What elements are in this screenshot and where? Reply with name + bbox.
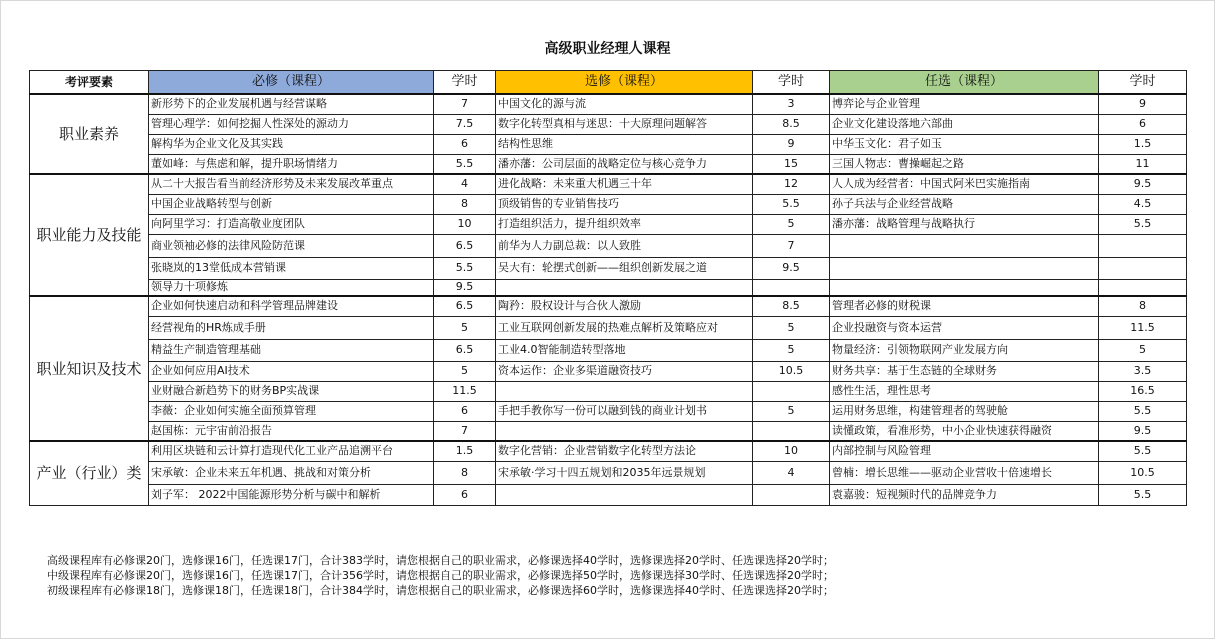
required-hours-cell: 1.5 xyxy=(434,441,496,461)
optional-hours-cell: 6 xyxy=(1099,114,1187,134)
required-hours-cell: 6.5 xyxy=(434,296,496,316)
elective-course-cell: 资本运作：企业多渠道融资技巧 xyxy=(496,361,753,381)
table-row xyxy=(30,441,1187,461)
table-row xyxy=(30,461,1187,484)
table-row xyxy=(30,134,1187,154)
elective-hours-cell: 4 xyxy=(753,461,830,484)
elective-hours-cell: 3 xyxy=(753,94,830,114)
optional-course-cell xyxy=(830,257,1099,279)
table-row xyxy=(30,154,1187,174)
optional-course-cell: 三国人物志：曹操崛起之路 xyxy=(830,154,1099,174)
elective-course-cell xyxy=(496,484,753,505)
header-row xyxy=(30,71,1187,95)
required-course-cell: 商业领袖必修的法律风险防范课 xyxy=(149,234,434,257)
header-required: 必修（课程） xyxy=(149,71,434,95)
optional-course-cell: 物量经济：引领物联网产业发展方向 xyxy=(830,339,1099,361)
elective-course-cell: 结构性思维 xyxy=(496,134,753,154)
notes xyxy=(47,553,834,598)
optional-hours-cell: 8 xyxy=(1099,296,1187,316)
elective-course-cell: 进化战略：未来重大机遇三十年 xyxy=(496,174,753,194)
required-course-cell: 赵国栋：元宇宙前沿报告 xyxy=(149,421,434,441)
elective-hours-cell: 5.5 xyxy=(753,194,830,214)
required-course-cell: 精益生产制造管理基础 xyxy=(149,339,434,361)
optional-hours-cell: 10.5 xyxy=(1099,461,1187,484)
elective-course-cell: 打造组织活力，提升组织效率 xyxy=(496,214,753,234)
optional-hours-cell: 16.5 xyxy=(1099,381,1187,401)
required-hours-cell: 5.5 xyxy=(434,257,496,279)
elective-hours-cell: 5 xyxy=(753,214,830,234)
optional-hours-cell: 1.5 xyxy=(1099,134,1187,154)
optional-course-cell: 感性生活，理性思考 xyxy=(830,381,1099,401)
required-course-cell: 李薇：企业如何实施全面预算管理 xyxy=(149,401,434,421)
table-row xyxy=(30,174,1187,194)
elective-course-cell: 中国文化的源与流 xyxy=(496,94,753,114)
elective-course-cell xyxy=(496,421,753,441)
required-hours-cell: 5 xyxy=(434,316,496,339)
required-hours-cell: 8 xyxy=(434,461,496,484)
required-course-cell: 向阿里学习：打造高敬业度团队 xyxy=(149,214,434,234)
optional-course-cell: 潘亦藩：战略管理与战略执行 xyxy=(830,214,1099,234)
elective-course-cell: 工业互联网创新发展的热难点解析及策略应对 xyxy=(496,316,753,339)
optional-hours-cell: 5.5 xyxy=(1099,214,1187,234)
elective-course-cell: 数字化营销：企业营销数字化转型方法论 xyxy=(496,441,753,461)
required-hours-cell: 6 xyxy=(434,134,496,154)
course-table xyxy=(29,70,1187,506)
elective-hours-cell: 15 xyxy=(753,154,830,174)
elective-hours-cell: 10.5 xyxy=(753,361,830,381)
optional-course-cell: 中华玉文化：君子如玉 xyxy=(830,134,1099,154)
elective-course-cell: 顶级销售的专业销售技巧 xyxy=(496,194,753,214)
table-row xyxy=(30,214,1187,234)
optional-course-cell xyxy=(830,234,1099,257)
required-hours-cell: 9.5 xyxy=(434,279,496,296)
required-hours-cell: 6.5 xyxy=(434,234,496,257)
table-row xyxy=(30,401,1187,421)
required-course-cell: 企业如何应用AI技术 xyxy=(149,361,434,381)
required-hours-cell: 8 xyxy=(434,194,496,214)
elective-course-cell: 数字化转型真相与迷思：十大原理问题解答 xyxy=(496,114,753,134)
table-row xyxy=(30,484,1187,505)
header-hours-required: 学时 xyxy=(434,71,496,95)
elective-course-cell: 手把手教你写一份可以融到钱的商业计划书 xyxy=(496,401,753,421)
required-hours-cell: 6.5 xyxy=(434,339,496,361)
required-course-cell: 新形势下的企业发展机遇与经营谋略 xyxy=(149,94,434,114)
required-course-cell: 从二十大报告看当前经济形势及未来发展改革重点 xyxy=(149,174,434,194)
optional-course-cell: 曾楠：增长思维——驱动企业营收十倍速增长 xyxy=(830,461,1099,484)
optional-course-cell: 人人成为经营者：中国式阿米巴实施指南 xyxy=(830,174,1099,194)
elective-course-cell xyxy=(496,381,753,401)
optional-hours-cell: 11 xyxy=(1099,154,1187,174)
elective-hours-cell: 9.5 xyxy=(753,257,830,279)
optional-hours-cell: 4.5 xyxy=(1099,194,1187,214)
page-title: 高级职业经理人课程 xyxy=(544,41,671,57)
table-row xyxy=(30,234,1187,257)
header-factor: 考评要素 xyxy=(30,71,149,95)
required-hours-cell: 5 xyxy=(434,361,496,381)
elective-hours-cell: 5 xyxy=(753,316,830,339)
table-row xyxy=(30,339,1187,361)
elective-course-cell: 宋承敏·学习十四五规划和2035年远景规划 xyxy=(496,461,753,484)
table-row xyxy=(30,296,1187,316)
table-row xyxy=(30,279,1187,296)
table-row xyxy=(30,114,1187,134)
note-junior: 初级课程库有必修课18门，选修课18门，任选课18门，合计384学时，请您根据自己的职业需求，必修课选择60学时，选修课选择40学时、任选课选择20学时； xyxy=(47,584,834,597)
optional-course-cell: 企业投融资与资本运营 xyxy=(830,316,1099,339)
optional-hours-cell: 11.5 xyxy=(1099,316,1187,339)
table-row xyxy=(30,421,1187,441)
header-elective: 选修（课程） xyxy=(496,71,753,95)
table-row xyxy=(30,257,1187,279)
optional-hours-cell: 5.5 xyxy=(1099,441,1187,461)
required-course-cell: 刘子军： 2022中国能源形势分析与碳中和解析 xyxy=(149,484,434,505)
elective-hours-cell: 8.5 xyxy=(753,114,830,134)
optional-hours-cell xyxy=(1099,257,1187,279)
required-course-cell: 企业如何快速启动和科学管理品牌建设 xyxy=(149,296,434,316)
optional-course-cell: 企业文化建设落地六部曲 xyxy=(830,114,1099,134)
optional-hours-cell: 9.5 xyxy=(1099,174,1187,194)
required-course-cell: 经营视角的HR炼成手册 xyxy=(149,316,434,339)
required-hours-cell: 7.5 xyxy=(434,114,496,134)
required-hours-cell: 6 xyxy=(434,401,496,421)
header-hours-elective: 学时 xyxy=(753,71,830,95)
category-cell: 职业能力及技能 xyxy=(30,174,149,296)
required-hours-cell: 4 xyxy=(434,174,496,194)
required-course-cell: 解构华为企业文化及其实践 xyxy=(149,134,434,154)
optional-hours-cell xyxy=(1099,234,1187,257)
course-table-body xyxy=(30,94,1187,505)
optional-hours-cell: 5.5 xyxy=(1099,401,1187,421)
optional-hours-cell xyxy=(1099,279,1187,296)
category-cell: 职业素养 xyxy=(30,94,149,174)
optional-hours-cell: 9.5 xyxy=(1099,421,1187,441)
optional-hours-cell: 9 xyxy=(1099,94,1187,114)
required-course-cell: 董如峰：与焦虑和解，提升职场情绪力 xyxy=(149,154,434,174)
required-course-cell: 利用区块链和云计算打造现代化工业产品追溯平台 xyxy=(149,441,434,461)
required-hours-cell: 5.5 xyxy=(434,154,496,174)
required-hours-cell: 10 xyxy=(434,214,496,234)
elective-hours-cell: 8.5 xyxy=(753,296,830,316)
elective-hours-cell xyxy=(753,484,830,505)
elective-hours-cell xyxy=(753,279,830,296)
table-row xyxy=(30,316,1187,339)
required-course-cell: 领导力十项修炼 xyxy=(149,279,434,296)
optional-hours-cell: 5 xyxy=(1099,339,1187,361)
required-course-cell: 管理心理学：如何挖掘人性深处的源动力 xyxy=(149,114,434,134)
optional-course-cell: 袁嘉骏：短视频时代的品牌竞争力 xyxy=(830,484,1099,505)
elective-hours-cell: 7 xyxy=(753,234,830,257)
elective-course-cell: 工业4.0智能制造转型落地 xyxy=(496,339,753,361)
elective-course-cell xyxy=(496,279,753,296)
required-course-cell: 张晓岚的13堂低成本营销课 xyxy=(149,257,434,279)
note-senior: 高级课程库有必修课20门，选修课16门，任选课17门，合计383学时，请您根据自己的职业需求，必修课选择40学时，选修课选择20学时、任选课选择20学时； xyxy=(47,554,834,567)
elective-hours-cell xyxy=(753,421,830,441)
elective-hours-cell: 5 xyxy=(753,401,830,421)
elective-course-cell: 吴大有：轮摆式创新——组织创新发展之道 xyxy=(496,257,753,279)
table-row xyxy=(30,361,1187,381)
elective-course-cell: 陶矜：股权设计与合伙人激励 xyxy=(496,296,753,316)
optional-hours-cell: 5.5 xyxy=(1099,484,1187,505)
table-row xyxy=(30,381,1187,401)
required-hours-cell: 7 xyxy=(434,94,496,114)
optional-course-cell: 运用财务思维，构建管理者的驾驶舱 xyxy=(830,401,1099,421)
required-hours-cell: 11.5 xyxy=(434,381,496,401)
optional-course-cell: 内部控制与风险管理 xyxy=(830,441,1099,461)
required-hours-cell: 6 xyxy=(434,484,496,505)
note-intermediate: 中级课程库有必修课20门，选修课16门，任选课17门，合计356学时，请您根据自己的职业需求，必修课选择50学时，选修课选择30学时、任选课选择20学时； xyxy=(47,569,834,582)
elective-hours-cell: 12 xyxy=(753,174,830,194)
category-cell: 产业（行业）类 xyxy=(30,441,149,505)
optional-course-cell: 孙子兵法与企业经营战略 xyxy=(830,194,1099,214)
optional-course-cell xyxy=(830,279,1099,296)
header-optional: 任选（课程） xyxy=(830,71,1099,95)
elective-hours-cell: 9 xyxy=(753,134,830,154)
required-course-cell: 宋承敏：企业未来五年机遇、挑战和对策分析 xyxy=(149,461,434,484)
elective-hours-cell: 5 xyxy=(753,339,830,361)
optional-course-cell: 博弈论与企业管理 xyxy=(830,94,1099,114)
elective-course-cell: 潘亦藩：公司层面的战略定位与核心竞争力 xyxy=(496,154,753,174)
optional-hours-cell: 3.5 xyxy=(1099,361,1187,381)
required-course-cell: 中国企业战略转型与创新 xyxy=(149,194,434,214)
required-hours-cell: 7 xyxy=(434,421,496,441)
optional-course-cell: 财务共享：基于生态链的全球财务 xyxy=(830,361,1099,381)
header-hours-optional: 学时 xyxy=(1099,71,1187,95)
table-row xyxy=(30,94,1187,114)
elective-hours-cell xyxy=(753,381,830,401)
elective-hours-cell: 10 xyxy=(753,441,830,461)
category-cell: 职业知识及技术 xyxy=(30,296,149,441)
table-row xyxy=(30,194,1187,214)
required-course-cell: 业财融合新趋势下的财务BP实战课 xyxy=(149,381,434,401)
elective-course-cell: 前华为人力副总裁：以人致胜 xyxy=(496,234,753,257)
optional-course-cell: 读懂政策，看准形势，中小企业快速获得融资 xyxy=(830,421,1099,441)
optional-course-cell: 管理者必修的财税课 xyxy=(830,296,1099,316)
